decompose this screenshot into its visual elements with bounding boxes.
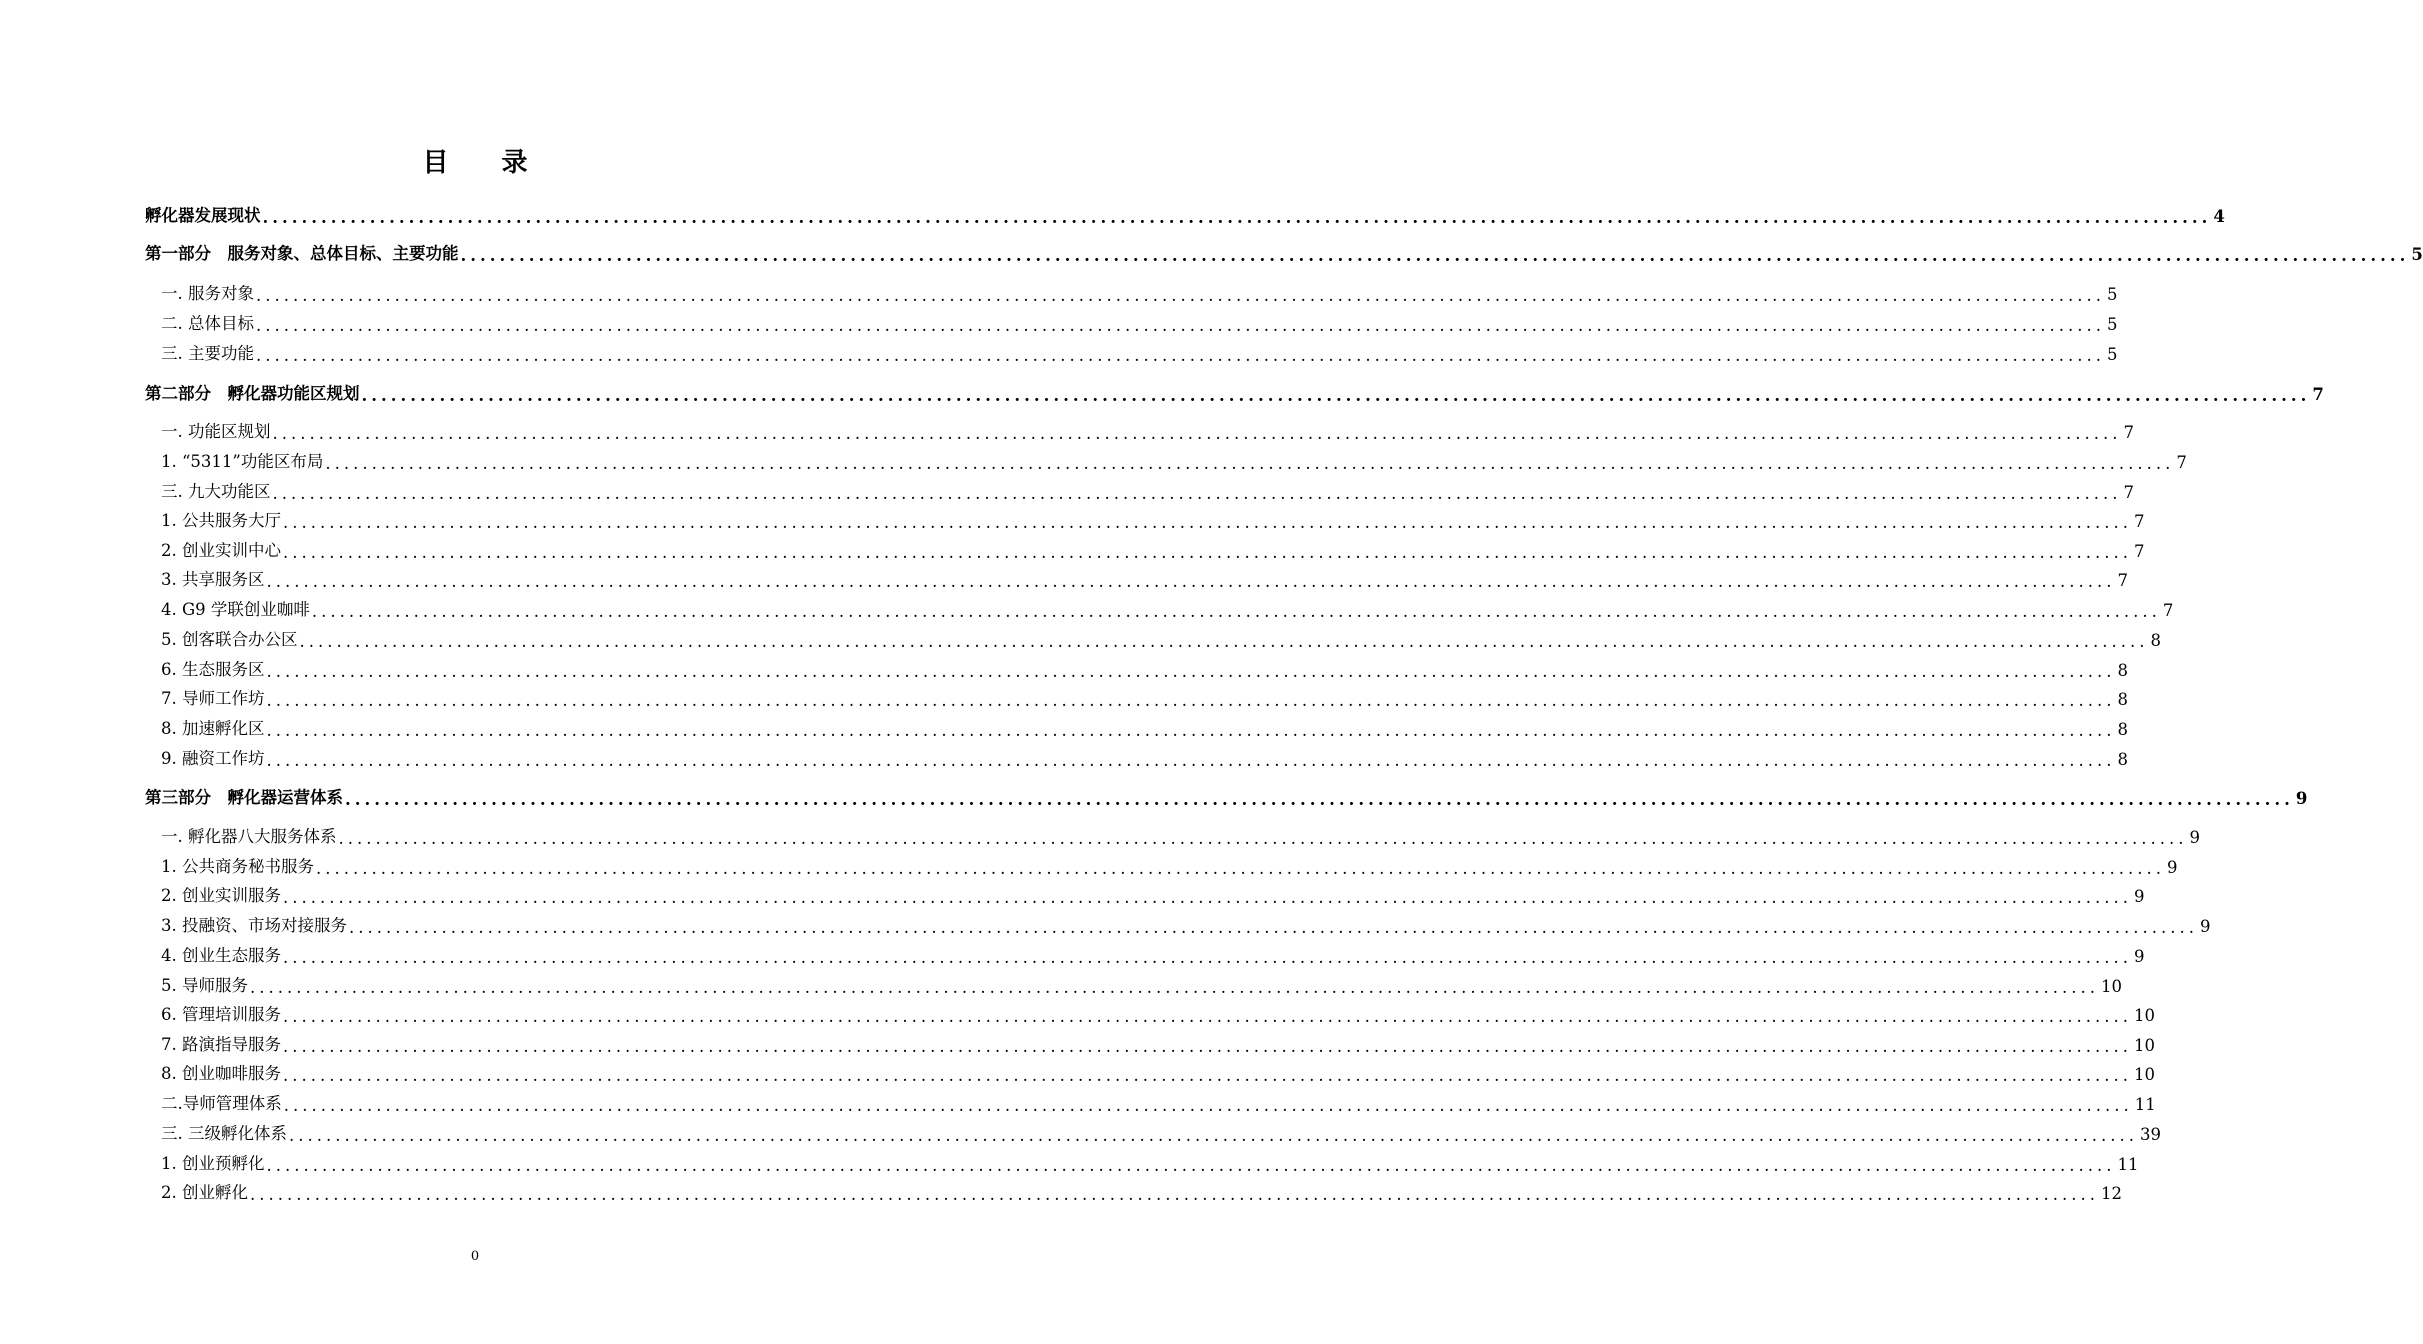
toc-entry-label: 三. 三级孵化体系 [161, 1124, 287, 1143]
toc-entry-page-number: 10 [2133, 1065, 2155, 1084]
dot-leader: ........................................................................................................................................................................................................ [325, 453, 2175, 473]
toc-subentry[interactable] [145, 564, 2128, 591]
toc-entry-page-number: 9 [2199, 917, 2211, 936]
dot-leader: ........................................................................................................................................................................................................ [283, 1095, 2133, 1115]
toc-subentry[interactable] [145, 940, 2145, 967]
toc-entry-page-number: 8 [2150, 631, 2161, 650]
dot-leader: ........................................................................................................................................................................................................ [361, 385, 2311, 405]
toc-subentry[interactable] [145, 1177, 2122, 1204]
toc-entry-page-number: 7 [2117, 571, 2128, 590]
dot-leader: ........................................................................................................................................................................................................ [316, 858, 2165, 878]
toc-subentry[interactable] [145, 713, 2128, 740]
toc-entry-label: 1. 公共商务秘书服务 [161, 857, 314, 876]
toc-entry-page-number: 9 [2189, 828, 2200, 847]
toc-subentry[interactable] [145, 743, 2128, 770]
toc-section-entry[interactable] [145, 200, 2225, 227]
toc-entry-page-number: 10 [2133, 1006, 2155, 1025]
dot-leader: ........................................................................................................................................................................................................ [283, 1065, 2132, 1085]
toc-entry-label: 一. 功能区规划 [161, 422, 271, 441]
toc-subentry[interactable] [145, 1058, 2155, 1085]
toc-entry-label: 2. 创业孵化 [161, 1183, 248, 1202]
toc-subentry[interactable] [145, 910, 2211, 937]
toc-entry-page-number: 8 [2117, 720, 2128, 739]
dot-leader: ........................................................................................................................................................................................................ [256, 315, 2105, 335]
toc-entry-label: 1. 公共服务大厅 [161, 511, 281, 530]
dot-leader: ........................................................................................................................................................................................................ [283, 887, 2132, 907]
toc-subentry[interactable] [145, 1088, 2156, 1115]
toc-entry-page-number: 10 [2133, 1036, 2155, 1055]
toc-subentry[interactable] [145, 338, 2118, 365]
toc-entry-page-number: 11 [2134, 1095, 2156, 1114]
toc-entry-label: 5. 创客联合办公区 [161, 630, 298, 649]
dot-leader: ........................................................................................................................................................................................................ [272, 483, 2122, 503]
toc-entry-page-number: 9 [2133, 947, 2145, 966]
toc-entry-label: 9. 融资工作坊 [161, 749, 265, 768]
toc-subentry[interactable] [145, 1029, 2155, 1056]
dot-leader: ........................................................................................................................................................................................................ [266, 750, 2116, 770]
dot-leader: ........................................................................................................................................................................................................ [299, 631, 2149, 651]
toc-entry-page-number: 4 [2213, 207, 2225, 226]
dot-leader: ........................................................................................................................................................................................................ [250, 1184, 2099, 1204]
toc-entry-label: 4. 创业生态服务 [161, 946, 281, 965]
toc-section-entry[interactable] [145, 782, 2308, 809]
dot-leader: ........................................................................................................................................................................................................ [266, 720, 2116, 740]
toc-entry-page-number: 7 [2133, 542, 2145, 561]
toc-entry-page-number: 11 [2117, 1155, 2139, 1174]
toc-entry-page-number: 8 [2117, 750, 2128, 769]
toc-entry-label: 6. 管理培训服务 [161, 1005, 281, 1024]
toc-entry-page-number: 9 [2133, 887, 2145, 906]
toc-entry-label: 第三部分 孵化器运营体系 [145, 788, 343, 807]
toc-entry-label: 3. 投融资、市场对接服务 [161, 916, 347, 935]
toc-subentry[interactable] [145, 683, 2128, 710]
toc-subentry[interactable] [145, 278, 2118, 305]
toc-subentry[interactable] [145, 880, 2145, 907]
toc-entry-label: 7. 路演指导服务 [161, 1035, 281, 1054]
toc-section-entry[interactable] [145, 238, 2423, 265]
toc-entry-page-number: 8 [2117, 690, 2128, 709]
dot-leader: ........................................................................................................................................................................................................ [272, 423, 2122, 443]
toc-entry-label: 第一部分 服务对象、总体目标、主要功能 [145, 244, 459, 263]
dot-leader: ........................................................................................................................................................................................................ [250, 977, 2099, 997]
toc-section-entry[interactable] [145, 378, 2324, 405]
toc-entry-label: 第二部分 孵化器功能区规划 [145, 384, 360, 403]
toc-subentry[interactable] [145, 970, 2122, 997]
toc-entry-label: 三. 主要功能 [161, 344, 254, 363]
toc-entry-page-number: 7 [2123, 483, 2134, 502]
toc-subentry[interactable] [145, 654, 2128, 681]
toc-entry-label: 1. “5311”功能区布局 [161, 452, 324, 471]
toc-title: 目 录 [422, 148, 550, 178]
dot-leader: ........................................................................................................................................................................................................ [262, 207, 2212, 227]
toc-subentry[interactable] [145, 416, 2134, 443]
toc-entry-page-number: 5 [2106, 315, 2118, 334]
dot-leader: ........................................................................................................................................................................................................ [460, 245, 2410, 265]
dot-leader: ........................................................................................................................................................................................................ [266, 661, 2116, 681]
toc-entry-label: 8. 加速孵化区 [161, 719, 265, 738]
toc-subentry[interactable] [145, 1118, 2161, 1145]
toc-subentry[interactable] [145, 505, 2145, 532]
toc-entry-label: 一. 孵化器八大服务体系 [161, 827, 337, 846]
toc-subentry[interactable] [145, 1148, 2139, 1175]
dot-leader: ........................................................................................................................................................................................................ [338, 828, 2188, 848]
toc-entry-page-number: 7 [2176, 453, 2187, 472]
toc-entry-label: 一. 服务对象 [161, 284, 254, 303]
dot-leader: ........................................................................................................................................................................................................ [289, 1125, 2138, 1145]
toc-entry-page-number: 5 [2411, 245, 2423, 264]
dot-leader: ........................................................................................................................................................................................................ [283, 512, 2132, 532]
toc-entry-page-number: 8 [2117, 661, 2128, 680]
dot-leader: ........................................................................................................................................................................................................ [283, 947, 2132, 967]
toc-subentry[interactable] [145, 821, 2200, 848]
toc-entry-page-number: 5 [2106, 285, 2118, 304]
dot-leader: ........................................................................................................................................................................................................ [283, 1006, 2132, 1026]
toc-entry-label: 二. 总体目标 [161, 314, 254, 333]
toc-entry-label: 8. 创业咖啡服务 [161, 1064, 281, 1083]
dot-leader: ........................................................................................................................................................................................................ [266, 690, 2116, 710]
dot-leader: ........................................................................................................................................................................................................ [266, 571, 2116, 591]
toc-entry-page-number: 7 [2312, 385, 2324, 404]
toc-entry-label: 1. 创业预孵化 [161, 1154, 265, 1173]
toc-entry-label: 2. 创业实训服务 [161, 886, 281, 905]
page-number: 0 [470, 1249, 480, 1264]
dot-leader: ........................................................................................................................................................................................................ [345, 789, 2294, 809]
dot-leader: ........................................................................................................................................................................................................ [349, 917, 2198, 937]
toc-subentry[interactable] [145, 476, 2134, 503]
toc-entry-label: 孵化器发展现状 [145, 206, 261, 225]
dot-leader: ........................................................................................................................................................................................................ [311, 601, 2161, 621]
toc-subentry[interactable] [145, 535, 2145, 562]
toc-entry-page-number: 9 [2166, 858, 2178, 877]
dot-leader: ........................................................................................................................................................................................................ [283, 1036, 2132, 1056]
toc-subentry[interactable] [145, 446, 2187, 473]
toc-entry-page-number: 7 [2133, 512, 2145, 531]
dot-leader: ........................................................................................................................................................................................................ [266, 1155, 2116, 1175]
toc-entry-label: 三. 九大功能区 [161, 482, 271, 501]
toc-entry-label: 6. 生态服务区 [161, 660, 265, 679]
toc-entry-label: 7. 导师工作坊 [161, 689, 265, 708]
toc-entry-page-number: 7 [2162, 601, 2174, 620]
toc-entry-label: 5. 导师服务 [161, 976, 248, 995]
toc-subentry[interactable] [145, 999, 2155, 1026]
toc-subentry[interactable] [145, 308, 2118, 335]
toc-entry-page-number: 12 [2100, 1184, 2122, 1203]
toc-entry-label: 2. 创业实训中心 [161, 541, 281, 560]
toc-entry-page-number: 10 [2100, 977, 2122, 996]
toc-entry-label: 3. 共享服务区 [161, 570, 265, 589]
toc-subentry[interactable] [145, 851, 2178, 878]
dot-leader: ........................................................................................................................................................................................................ [283, 542, 2132, 562]
toc-entry-page-number: 5 [2106, 345, 2118, 364]
toc-subentry[interactable] [145, 594, 2174, 621]
toc-entry-page-number: 7 [2123, 423, 2134, 442]
toc-entry-page-number: 39 [2139, 1125, 2161, 1144]
toc-entry-page-number: 9 [2295, 789, 2308, 808]
toc-entry-label: 二.导师管理体系 [161, 1094, 282, 1113]
dot-leader: ........................................................................................................................................................................................................ [256, 285, 2105, 305]
dot-leader: ........................................................................................................................................................................................................ [256, 345, 2105, 365]
toc-subentry[interactable] [145, 624, 2161, 651]
toc-entry-label: 4. G9 学联创业咖啡 [161, 600, 310, 619]
